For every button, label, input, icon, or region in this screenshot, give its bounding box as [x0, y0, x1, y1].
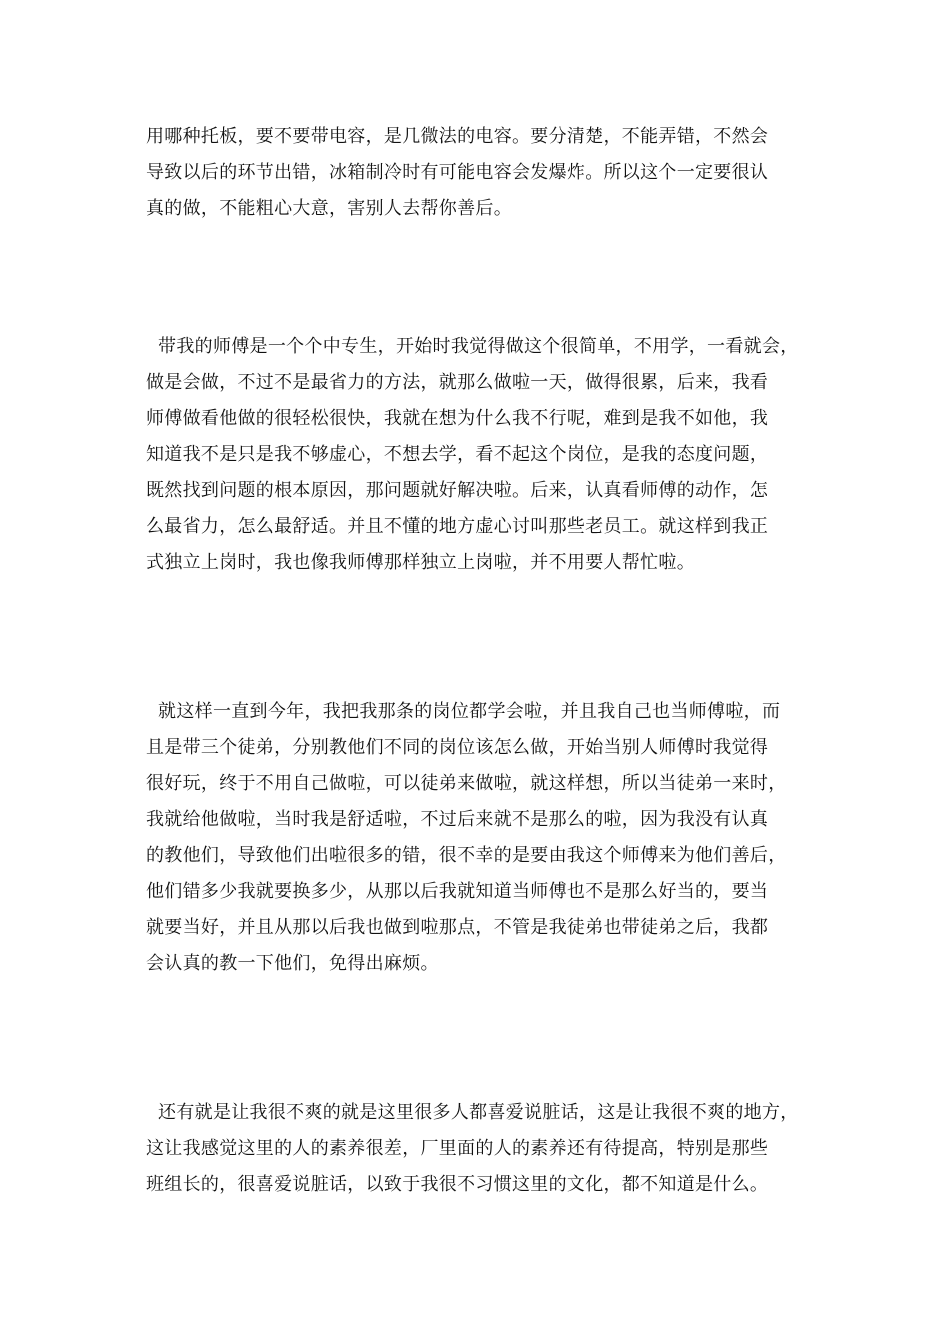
text-line: 真的做，不能粗心大意，害别人去帮你善后。 [146, 198, 512, 219]
text-line: 这让我感觉这里的人的素养很差，厂里面的人的素养还有待提高，特别是那些 [146, 1138, 769, 1159]
text-line: 很好玩，终于不用自己做啦，可以徒弟来做啦，就这样想，所以当徒弟一来时， [146, 773, 787, 794]
text-line: 做是会做，不过不是最省力的方法，就那么做啦一天，做得很累，后来，我看 [146, 372, 769, 393]
paragraph-1 [146, 119, 846, 227]
text-line: 用哪种托板，要不要带电容，是几微法的电容。要分清楚，不能弄错，不然会 [146, 126, 769, 147]
text-line: 导致以后的环节出错，冰箱制冷时有可能电容会发爆炸。所以这个一定要很认 [146, 162, 769, 183]
text-line: 师傅做看他做的很轻松很快，我就在想为什么我不行呢，难到是我不如他，我 [146, 408, 769, 429]
paragraph-4 [146, 1095, 846, 1203]
text-line: 就这样一直到今年，我把我那条的岗位都学会啦，并且我自己也当师傅啦，而 [146, 701, 781, 722]
text-line: 他们错多少我就要换多少，从那以后我就知道当师傅也不是那么好当的，要当 [146, 881, 769, 902]
text-line: 且是带三个徒弟，分别教他们不同的岗位该怎么做，开始当别人师傅时我觉得 [146, 737, 769, 758]
text-line: 我就给他做啦，当时我是舒适啦，不过后来就不是那么的啦，因为我没有认真 [146, 809, 769, 830]
text-line: 班组长的，很喜爱说脏话，以致于我很不习惯这里的文化，都不知道是什么。 [146, 1174, 769, 1195]
text-line: 既然找到问题的根本原因，那问题就好解决啦。后来，认真看师傅的动作，怎 [146, 480, 769, 501]
text-line: 带我的师傅是一个个中专生，开始时我觉得做这个很简单，不用学，一看就会， [146, 336, 799, 357]
text-line: 就要当好，并且从那以后我也做到啦那点，不管是我徒弟也带徒弟之后，我都 [146, 917, 769, 938]
text-line: 的教他们，导致他们出啦很多的错，很不幸的是要由我这个师傅来为他们善后， [146, 845, 787, 866]
paragraph-3 [146, 694, 846, 982]
paragraph-2 [146, 329, 846, 581]
text-line: 么最省力，怎么最舒适。并且不懂的地方虚心讨叫那些老员工。就这样到我正 [146, 516, 769, 537]
text-line: 还有就是让我很不爽的就是这里很多人都喜爱说脏话，这是让我很不爽的地方， [146, 1102, 799, 1123]
text-line: 式独立上岗时，我也像我师傅那样独立上岗啦，并不用要人帮忙啦。 [146, 552, 695, 573]
text-line: 会认真的教一下他们，免得出麻烦。 [146, 953, 439, 974]
text-line: 知道我不是只是我不够虚心，不想去学，看不起这个岗位，是我的态度问题， [146, 444, 769, 465]
